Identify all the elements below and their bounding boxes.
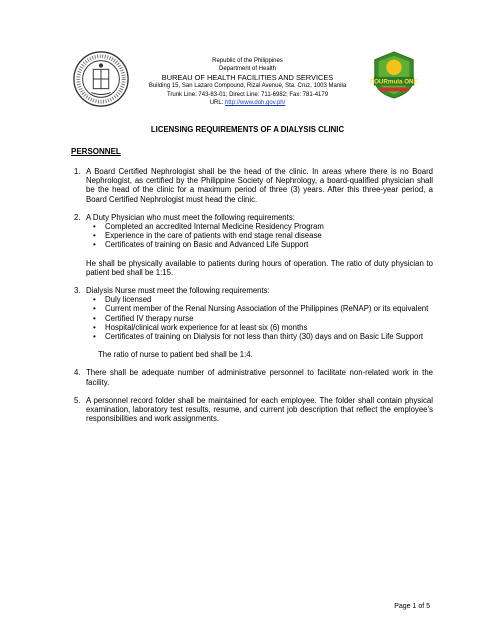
list-item bbox=[71, 286, 433, 341]
page-number: Page 1 of 5 bbox=[394, 603, 430, 610]
bullet-list bbox=[86, 222, 433, 250]
website-link[interactable]: http://www.doh.gov.ph/ bbox=[225, 99, 286, 106]
letterhead bbox=[120, 57, 375, 107]
item-number: 2. bbox=[74, 212, 81, 222]
document-title: LICENSING REQUIREMENTS OF A DIALYSIS CLINIC bbox=[150, 125, 345, 134]
physician-ratio-note: He shall be physically available to patients during hours of operation. The ratio of duty physician to patient bed shall be 1:15. bbox=[86, 258, 433, 277]
item-number: 1. bbox=[74, 167, 81, 176]
item-text: A personnel record folder shall be maintained for each employee. The folder shall contain physical examination, laboratory test results, resume, and current job description that reflect the employee’s responsibilities and work assignments. bbox=[86, 395, 433, 424]
item-number: 3. bbox=[74, 286, 81, 296]
republic-line: Republic of the Philippines bbox=[212, 58, 283, 64]
department-line: Department of Health bbox=[218, 66, 277, 73]
list-item bbox=[71, 368, 433, 386]
address-line: Building 15, San Lazaro Compound, Rizal Avenue, Sta. Cruz, 1003 Manila bbox=[148, 83, 347, 90]
item-text: Dialysis Nurse must meet the following requirements: bbox=[86, 286, 270, 296]
requirements-list bbox=[71, 167, 433, 432]
list-item bbox=[71, 213, 433, 250]
fourmula-one-for-health-logo bbox=[370, 50, 418, 100]
item-text: There shall be adequate number of administrative personnel to facilitate non-related work in the facility. bbox=[86, 368, 433, 387]
bullet-list bbox=[86, 295, 433, 341]
bullet-item: • Duly licensed bbox=[86, 295, 433, 304]
bullet-item: • Certificates of training on Dialysis for not less than thirty (30) days and on Basic Life Support bbox=[86, 332, 433, 341]
bullet-item: • Completed an accredited Internal Medicine Residency Program bbox=[86, 222, 433, 231]
list-item bbox=[71, 167, 433, 204]
bullet-item: • Hospital/clinical work experience for at least six (6) months bbox=[86, 323, 433, 332]
bureau-line: BUREAU OF HEALTH FACILITIES AND SERVICES bbox=[161, 73, 334, 83]
nurse-ratio-note: The ratio of nurse to patient bed shall be 1:4. bbox=[98, 350, 253, 360]
bullet-item: • Certificates of training on Basic and Advanced Life Support bbox=[86, 240, 433, 249]
list-item bbox=[71, 396, 433, 424]
url-line: URL: http://www.doh.gov.ph/ bbox=[209, 99, 286, 106]
item-text: A Duty Physician who must meet the following requirements: bbox=[86, 212, 295, 222]
item-number: 4. bbox=[74, 368, 81, 378]
item-number: 5. bbox=[74, 395, 81, 405]
phone-line: Trunk Line: 743-83-01; Direct Line: 711-6982; Fax: 781-4179 bbox=[166, 91, 329, 98]
section-heading: PERSONNEL bbox=[71, 147, 121, 156]
logo-text: FOURmula ONE bbox=[370, 78, 418, 86]
bullet-item: • Current member of the Renal Nursing Association of the Philippines (ReNAP) or its equivalent bbox=[86, 304, 433, 313]
bullet-item: • Experience in the care of patients with end stage renal disease bbox=[86, 231, 433, 240]
bullet-item: • Certified IV therapy nurse bbox=[86, 314, 433, 323]
item-text: A Board Certified Nephrologist shall be the head of the clinic. In areas where there is no Board Nephrologist, as certified by the Philippine Society of Nephrology, a board-qualified physician shall be the head of the clinic for a maximum period of three (3) years. After this three-year period, a Board Certified Nephrologist must head the clinic. bbox=[86, 167, 433, 204]
